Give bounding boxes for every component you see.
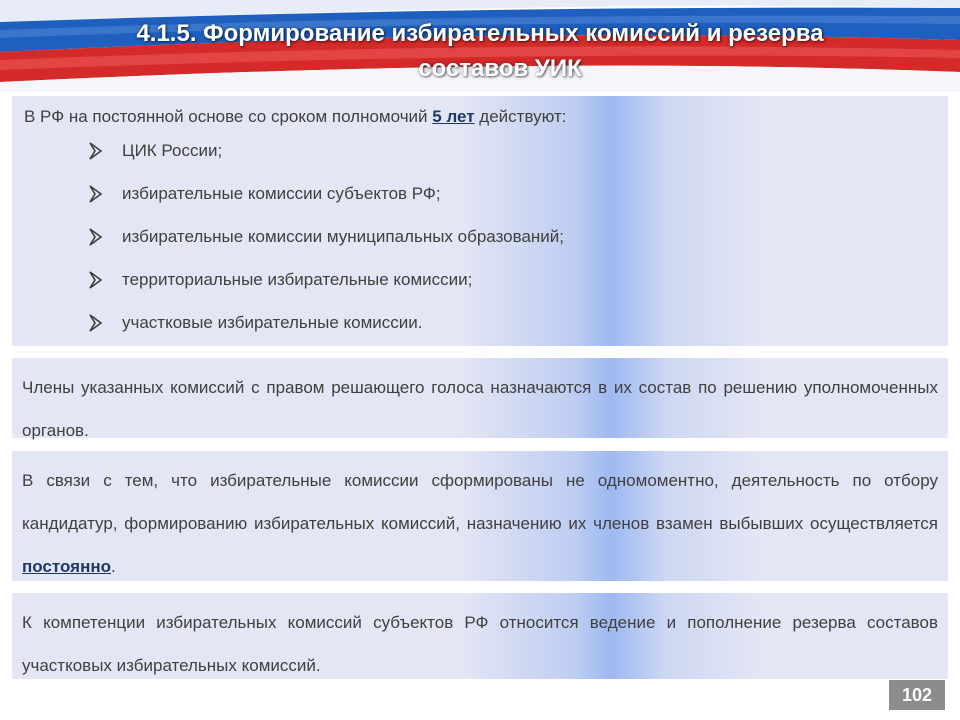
list-item-label: ЦИК России; (122, 141, 223, 160)
term-emphasis: 5 лет (432, 107, 475, 126)
list-item-label: территориальные избирательные комиссии; (122, 270, 473, 289)
page-number-badge: 102 (889, 680, 945, 710)
reserve-competence-text: К компетенции избирательных комиссий субъектов РФ относится ведение и пополнение резерва составов участковых избирательных комиссий. (22, 613, 938, 675)
list-item-label: избирательные комиссии муниципальных образований; (122, 227, 565, 246)
formation-text-after: . (110, 557, 116, 576)
arrow-bullet-icon (88, 314, 102, 332)
lead-text-before: В РФ на постоянной основе со сроком полномочий (24, 107, 433, 126)
members-appointment-text: Члены указанных комиссий с правом решающего голоса назначаются в их состав по решению уполномоченных органов. (22, 378, 938, 440)
arrow-bullet-icon (88, 142, 102, 160)
continuous-formation-box (12, 451, 948, 581)
page-title (0, 16, 960, 86)
arrow-bullet-icon (88, 228, 102, 246)
page-title-line-1: 4.1.5. Формирование избирательных комиссий и резерва (136, 20, 824, 47)
list-item (84, 181, 938, 224)
lead-text-after: действуют: (474, 107, 567, 126)
list-item-label: избирательные комиссии субъектов РФ; (122, 184, 441, 203)
term-emphasis: постоянно (22, 557, 111, 576)
permanent-commissions-lead (24, 104, 938, 130)
arrow-bullet-icon (88, 271, 102, 289)
members-appointment-box (12, 358, 948, 438)
list-item-label: участковые избирательные комиссии. (122, 313, 423, 332)
list-item (84, 267, 938, 310)
permanent-commissions-box (12, 96, 948, 346)
commission-list (24, 138, 938, 353)
formation-text-before: В связи с тем, что избирательные комиссии сформированы не одномоментно, деятельность по отбору кандидатур, формированию избирательных комиссий, назначению их членов взамен выбывших осуществляется (22, 471, 938, 533)
page-title-line-2: составов УИК (418, 55, 582, 82)
continuous-formation-text (22, 459, 938, 588)
arrow-bullet-icon (88, 185, 102, 203)
reserve-competence-box (12, 593, 948, 679)
list-item (84, 138, 938, 181)
slide-header (0, 0, 960, 92)
list-item (84, 224, 938, 267)
list-item (84, 310, 938, 353)
